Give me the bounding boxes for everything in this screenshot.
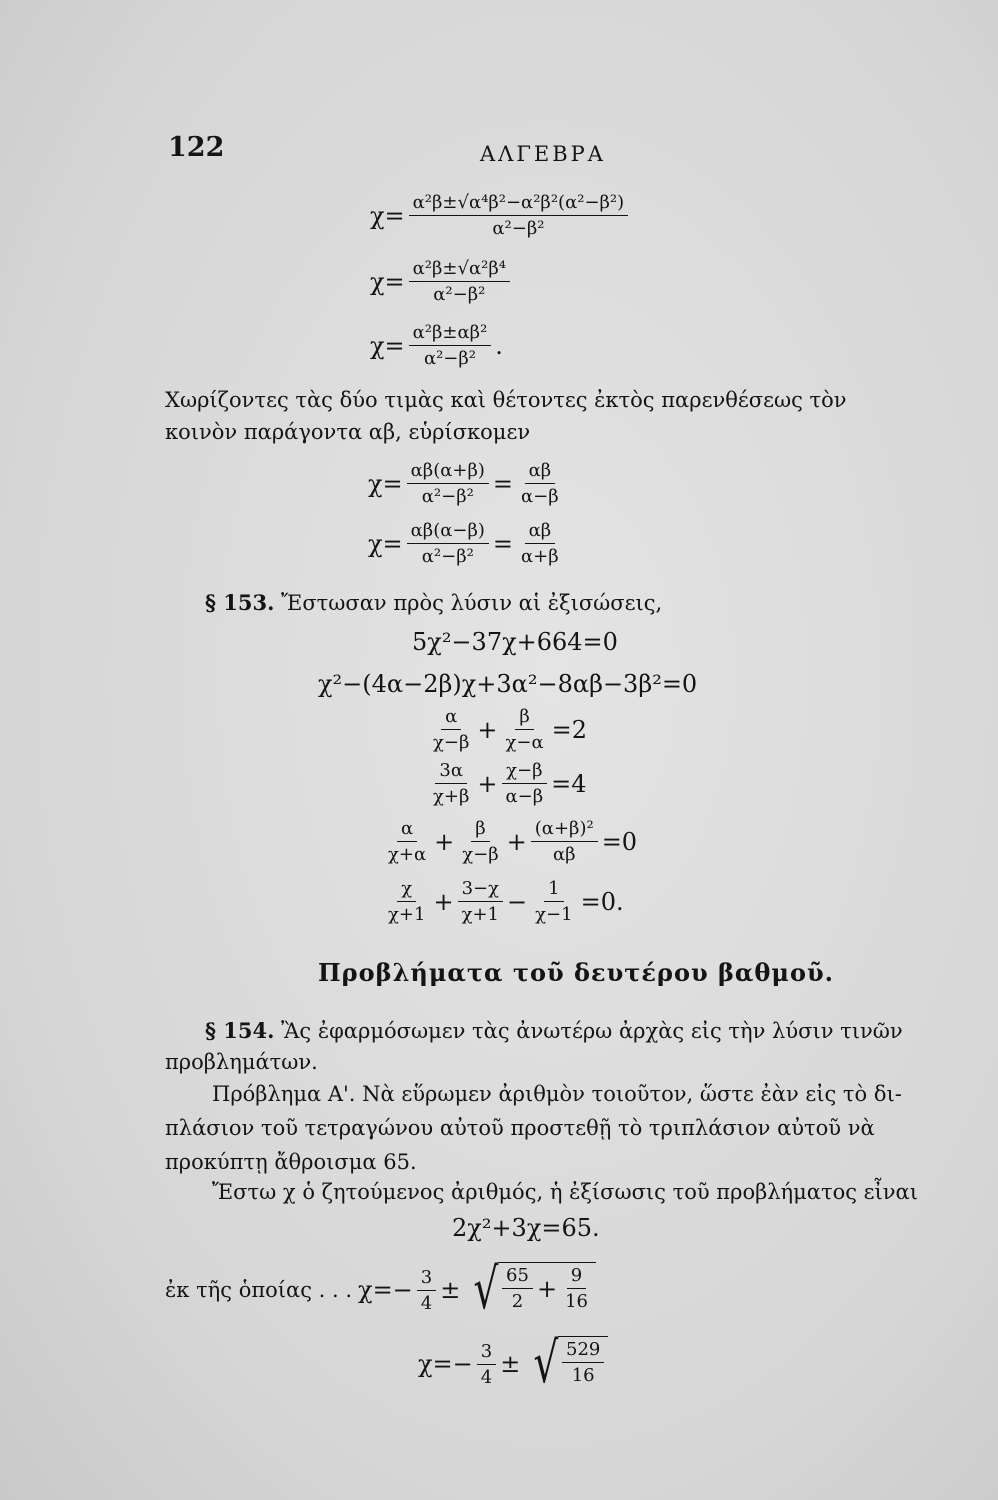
fraction: $\frac{\beta}{\chi-\beta}$ — [462, 818, 499, 865]
fraction: $\frac{\alpha\beta(\alpha-\beta)}{\text{α²−β²}}$ — [407, 520, 489, 567]
radical: √ $\frac{65}{2}$ + $\frac{9}{16}$ — [468, 1262, 596, 1318]
formula-2: χ= $\frac{\text{α²β±√α²β⁴}}{\text{α²−β²}}$ — [370, 258, 514, 305]
section-154-line: § 154. Ἂς ἐφαρμόσωμεν τὰς ἀνωτέρω ἀρχὰς εἰς τὴν λύσιν τινῶν — [205, 1018, 903, 1043]
radical-sign-icon: √ — [473, 1257, 499, 1322]
fraction: $\frac{\alpha}{\chi-\beta}$ — [433, 706, 470, 753]
equation-problem: 2χ²+3χ=65. — [452, 1214, 600, 1242]
paragraph-line: Ἔστω χ ὁ ζητούμενος ἀριθμός, ἡ ἐξίσωσις τοῦ προβλήματος εἶναι — [212, 1180, 918, 1204]
equation-6: $\frac{\chi}{\chi+1}$ + $\frac{3-\chi}{\chi+1}$ − $\frac{1}{\chi-1}$ =0. — [380, 878, 624, 925]
fraction: $\frac{3\alpha}{\chi+\beta}$ — [433, 760, 470, 807]
equation-2: χ²−(4α−2β)χ+3α²−8αβ−3β²=0 — [318, 670, 698, 698]
formula-sep-1: χ= $\frac{\alpha\beta(\alpha+\beta)}{\text{α²−β²}}$ = $\frac{\alpha\beta}{\alpha-\beta}$ — [368, 460, 567, 507]
fraction: $\frac{\alpha\beta}{\alpha+\beta}$ — [521, 520, 559, 567]
fraction: $\frac{9}{16}$ — [565, 1265, 588, 1312]
paragraph-line: κοινὸν παράγοντα αβ, εὑρίσκομεν — [165, 420, 531, 444]
page-number: 122 — [168, 132, 225, 163]
equation-3: $\frac{\alpha}{\chi-\beta}$ + $\frac{\beta}{\chi-\alpha}$ =2 — [425, 706, 587, 753]
paragraph-line: προβλημάτων. — [165, 1050, 318, 1074]
fraction: $\frac{\beta}{\chi-\alpha}$ — [505, 706, 544, 753]
fraction: $\frac{\alpha}{\chi+\alpha}$ — [388, 818, 427, 865]
fraction: $\frac{3-\chi}{\chi+1}$ — [458, 878, 503, 925]
section-title: Προβλήματα τοῦ δευτέρου βαθμοῦ. — [318, 958, 834, 987]
fraction: $\frac{\text{α²β±√α⁴β²−α²β²(α²−β²)}}{\text{α²−β²}}$ — [409, 192, 629, 239]
paragraph-line: πλάσιον τοῦ τετραγώνου αὐτοῦ προστεθῇ τὸ τριπλάσιον αὐτοῦ νὰ — [165, 1116, 875, 1140]
fraction: $\frac{\text{(α+β)²}}{\alpha\beta}$ — [531, 818, 598, 865]
paragraph-line: προκύπτῃ ἄθροισμα 65. — [165, 1150, 417, 1174]
equation-5: $\frac{\alpha}{\chi+\alpha}$ + $\frac{\beta}{\chi-\beta}$ + $\frac{\text{(α+β)²}}{\alpha\beta}$ =0 — [380, 818, 637, 865]
equation-4: $\frac{3\alpha}{\chi+\beta}$ + $\frac{\chi-\beta}{\alpha-\beta}$ =4 — [425, 760, 587, 807]
fraction: $\frac{3}{4}$ — [477, 1341, 496, 1388]
fraction: $\frac{529}{16}$ — [562, 1339, 604, 1386]
fraction: $\frac{1}{\chi-1}$ — [535, 878, 573, 925]
radical — [528, 1331, 608, 1396]
fraction: $\frac{\text{α²β±αβ²}}{\text{α²−β²}}$ — [409, 322, 492, 369]
equation-1: 5χ²−37χ+664=0 — [412, 628, 618, 656]
fraction: $\frac{65}{2}$ — [502, 1265, 533, 1312]
paragraph-line: Πρόβλημα Α'. Νὰ εὕρωμεν ἀριθμὸν τοιοῦτον, ὥστε ἐὰν εἰς τὸ δι- — [212, 1082, 902, 1106]
formula-1: χ= $\frac{\text{α²β±√α⁴β²−α²β²(α²−β²)}}{\text{α²−β²}}$ — [370, 192, 632, 239]
running-header: ΑΛΓΕΒΡΑ — [480, 142, 606, 166]
fraction: $\frac{3}{4}$ — [417, 1267, 436, 1314]
fraction: $\frac{\chi}{\chi+1}$ — [388, 878, 426, 925]
formula-3: χ= $\frac{\text{α²β±αβ²}}{\text{α²−β²}}$ . — [370, 322, 503, 369]
final-formula-2: χ=− $\frac{3}{4}$ ± √ $\frac{529}{16}$ — [418, 1336, 608, 1392]
final-formula-1: ἐκ τῆς ὁποίας . . . χ=− $\frac{3}{4}$ ± √ $\frac{65}{2}$ + $\frac{9}{16}$ — [165, 1262, 596, 1318]
fraction: $\frac{\alpha\beta(\alpha+\beta)}{\text{α²−β²}}$ — [407, 460, 489, 507]
fraction: $\frac{\chi-\beta}{\alpha-\beta}$ — [502, 760, 548, 807]
fraction: $\frac{\alpha\beta}{\alpha-\beta}$ — [521, 460, 559, 507]
formula-sep-2: χ= $\frac{\alpha\beta(\alpha-\beta)}{\text{α²−β²}}$ = $\frac{\alpha\beta}{\alpha+\beta}$ — [368, 520, 567, 567]
radical-sign-icon: √ — [533, 1331, 559, 1396]
paragraph-line: Χωρίζοντες τὰς δύο τιμὰς καὶ θέτοντες ἐκτὸς παρενθέσεως τὸν — [165, 388, 847, 412]
fraction: $\frac{\text{α²β±√α²β⁴}}{\text{α²−β²}}$ — [409, 258, 510, 305]
section-153-heading: § 153. Ἔστωσαν πρὸς λύσιν αἱ ἐξισώσεις, — [205, 590, 663, 615]
